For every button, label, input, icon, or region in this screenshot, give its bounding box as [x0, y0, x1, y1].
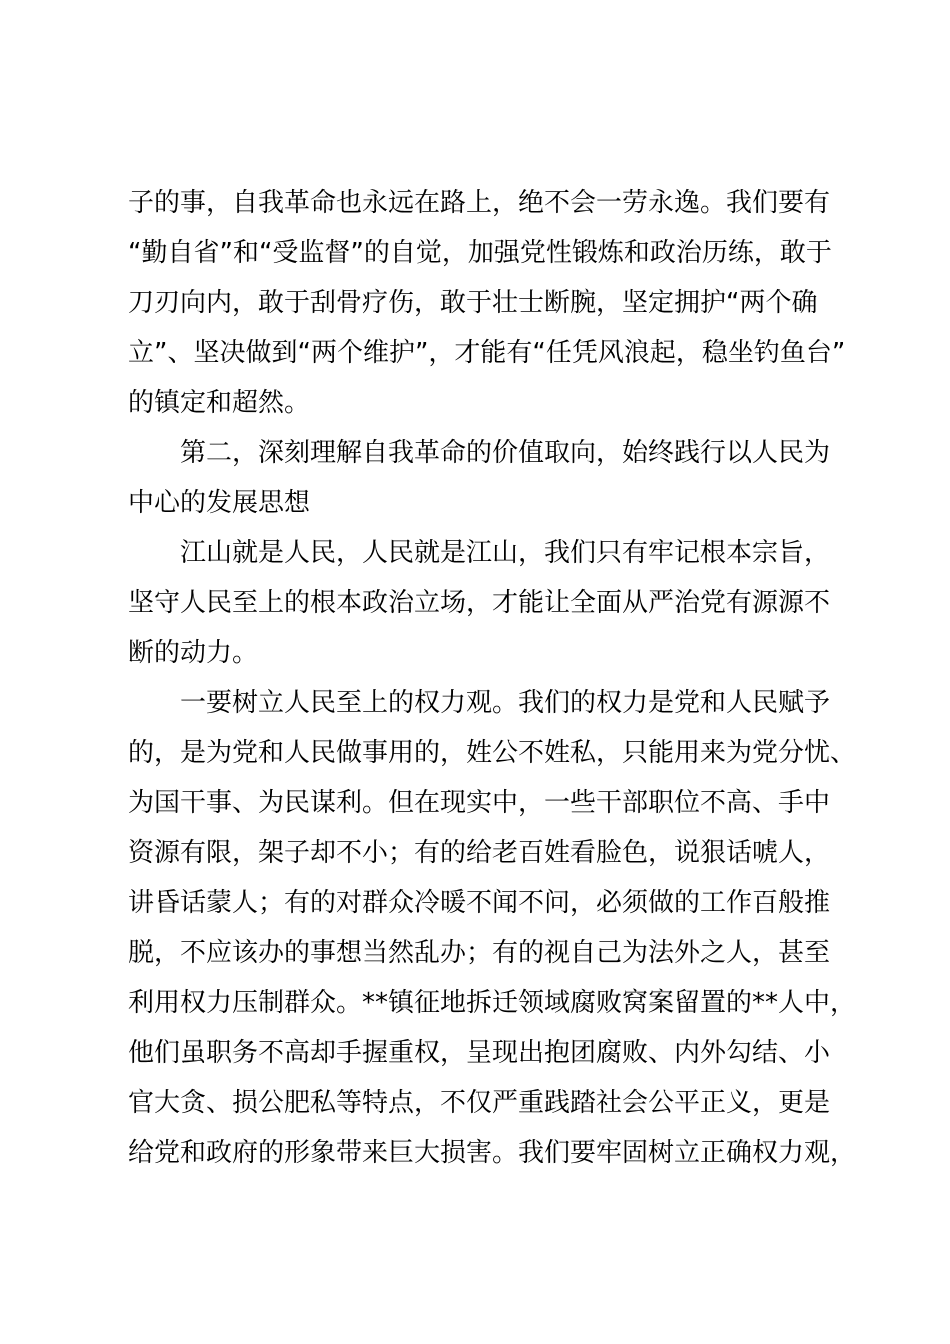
text-line: “勤自省”和“受监督”的自觉，加强党性锻炼和政治历练，敢于: [128, 238, 832, 268]
text-line: 讲昏话蒙人；有的对群众冷暖不闻不问，必须做的工作百般推: [128, 888, 831, 918]
text-line: 资源有限，架子却不小；有的给老百姓看脸色，说狠话唬人，: [128, 838, 831, 868]
text-line: 断的动力。: [128, 638, 259, 668]
document-body: [128, 178, 857, 1178]
text-line: 子的事，自我革命也永远在路上，绝不会一劳永逸。我们要有: [128, 188, 831, 218]
section-heading-line: 中心的发展思想: [128, 488, 311, 518]
text-line: 立”、坚决做到“两个维护”，才能有“任凭风浪起，稳坐钓鱼台”: [128, 338, 846, 368]
text-line: 脱，不应该办的事想当然乱办；有的视自己为法外之人，甚至: [128, 938, 831, 968]
text-line: 利用权力压制群众。**镇征地拆迁领域腐败窝案留置的**人中，: [128, 988, 857, 1018]
text-line: 刀刃向内，敢于刮骨疗伤，敢于壮士断腕，坚定拥护“两个确: [128, 288, 818, 318]
text-line: 江山就是人民，人民就是江山，我们只有牢记根本宗旨，: [180, 538, 831, 568]
text-line: 一要树立人民至上的权力观。我们的权力是党和人民赋予: [180, 688, 831, 718]
text-line: 坚守人民至上的根本政治立场，才能让全面从严治党有源源不: [128, 588, 831, 618]
section-heading-line: 第二，深刻理解自我革命的价值取向，始终践行以人民为: [180, 438, 831, 468]
text-line: 为国干事、为民谋利。但在现实中，一些干部职位不高、手中: [128, 788, 831, 818]
text-line: 给党和政府的形象带来巨大损害。我们要牢固树立正确权力观，: [128, 1138, 857, 1168]
text-line: 他们虽职务不高却手握重权，呈现出抱团腐败、内外勾结、小: [128, 1038, 831, 1068]
text-line: 的，是为党和人民做事用的，姓公不姓私，只能用来为党分忧、: [128, 738, 857, 768]
text-line: 官大贪、损公肥私等特点，不仅严重践踏社会公平正义，更是: [128, 1088, 831, 1118]
text-line: 的镇定和超然。: [128, 388, 311, 418]
